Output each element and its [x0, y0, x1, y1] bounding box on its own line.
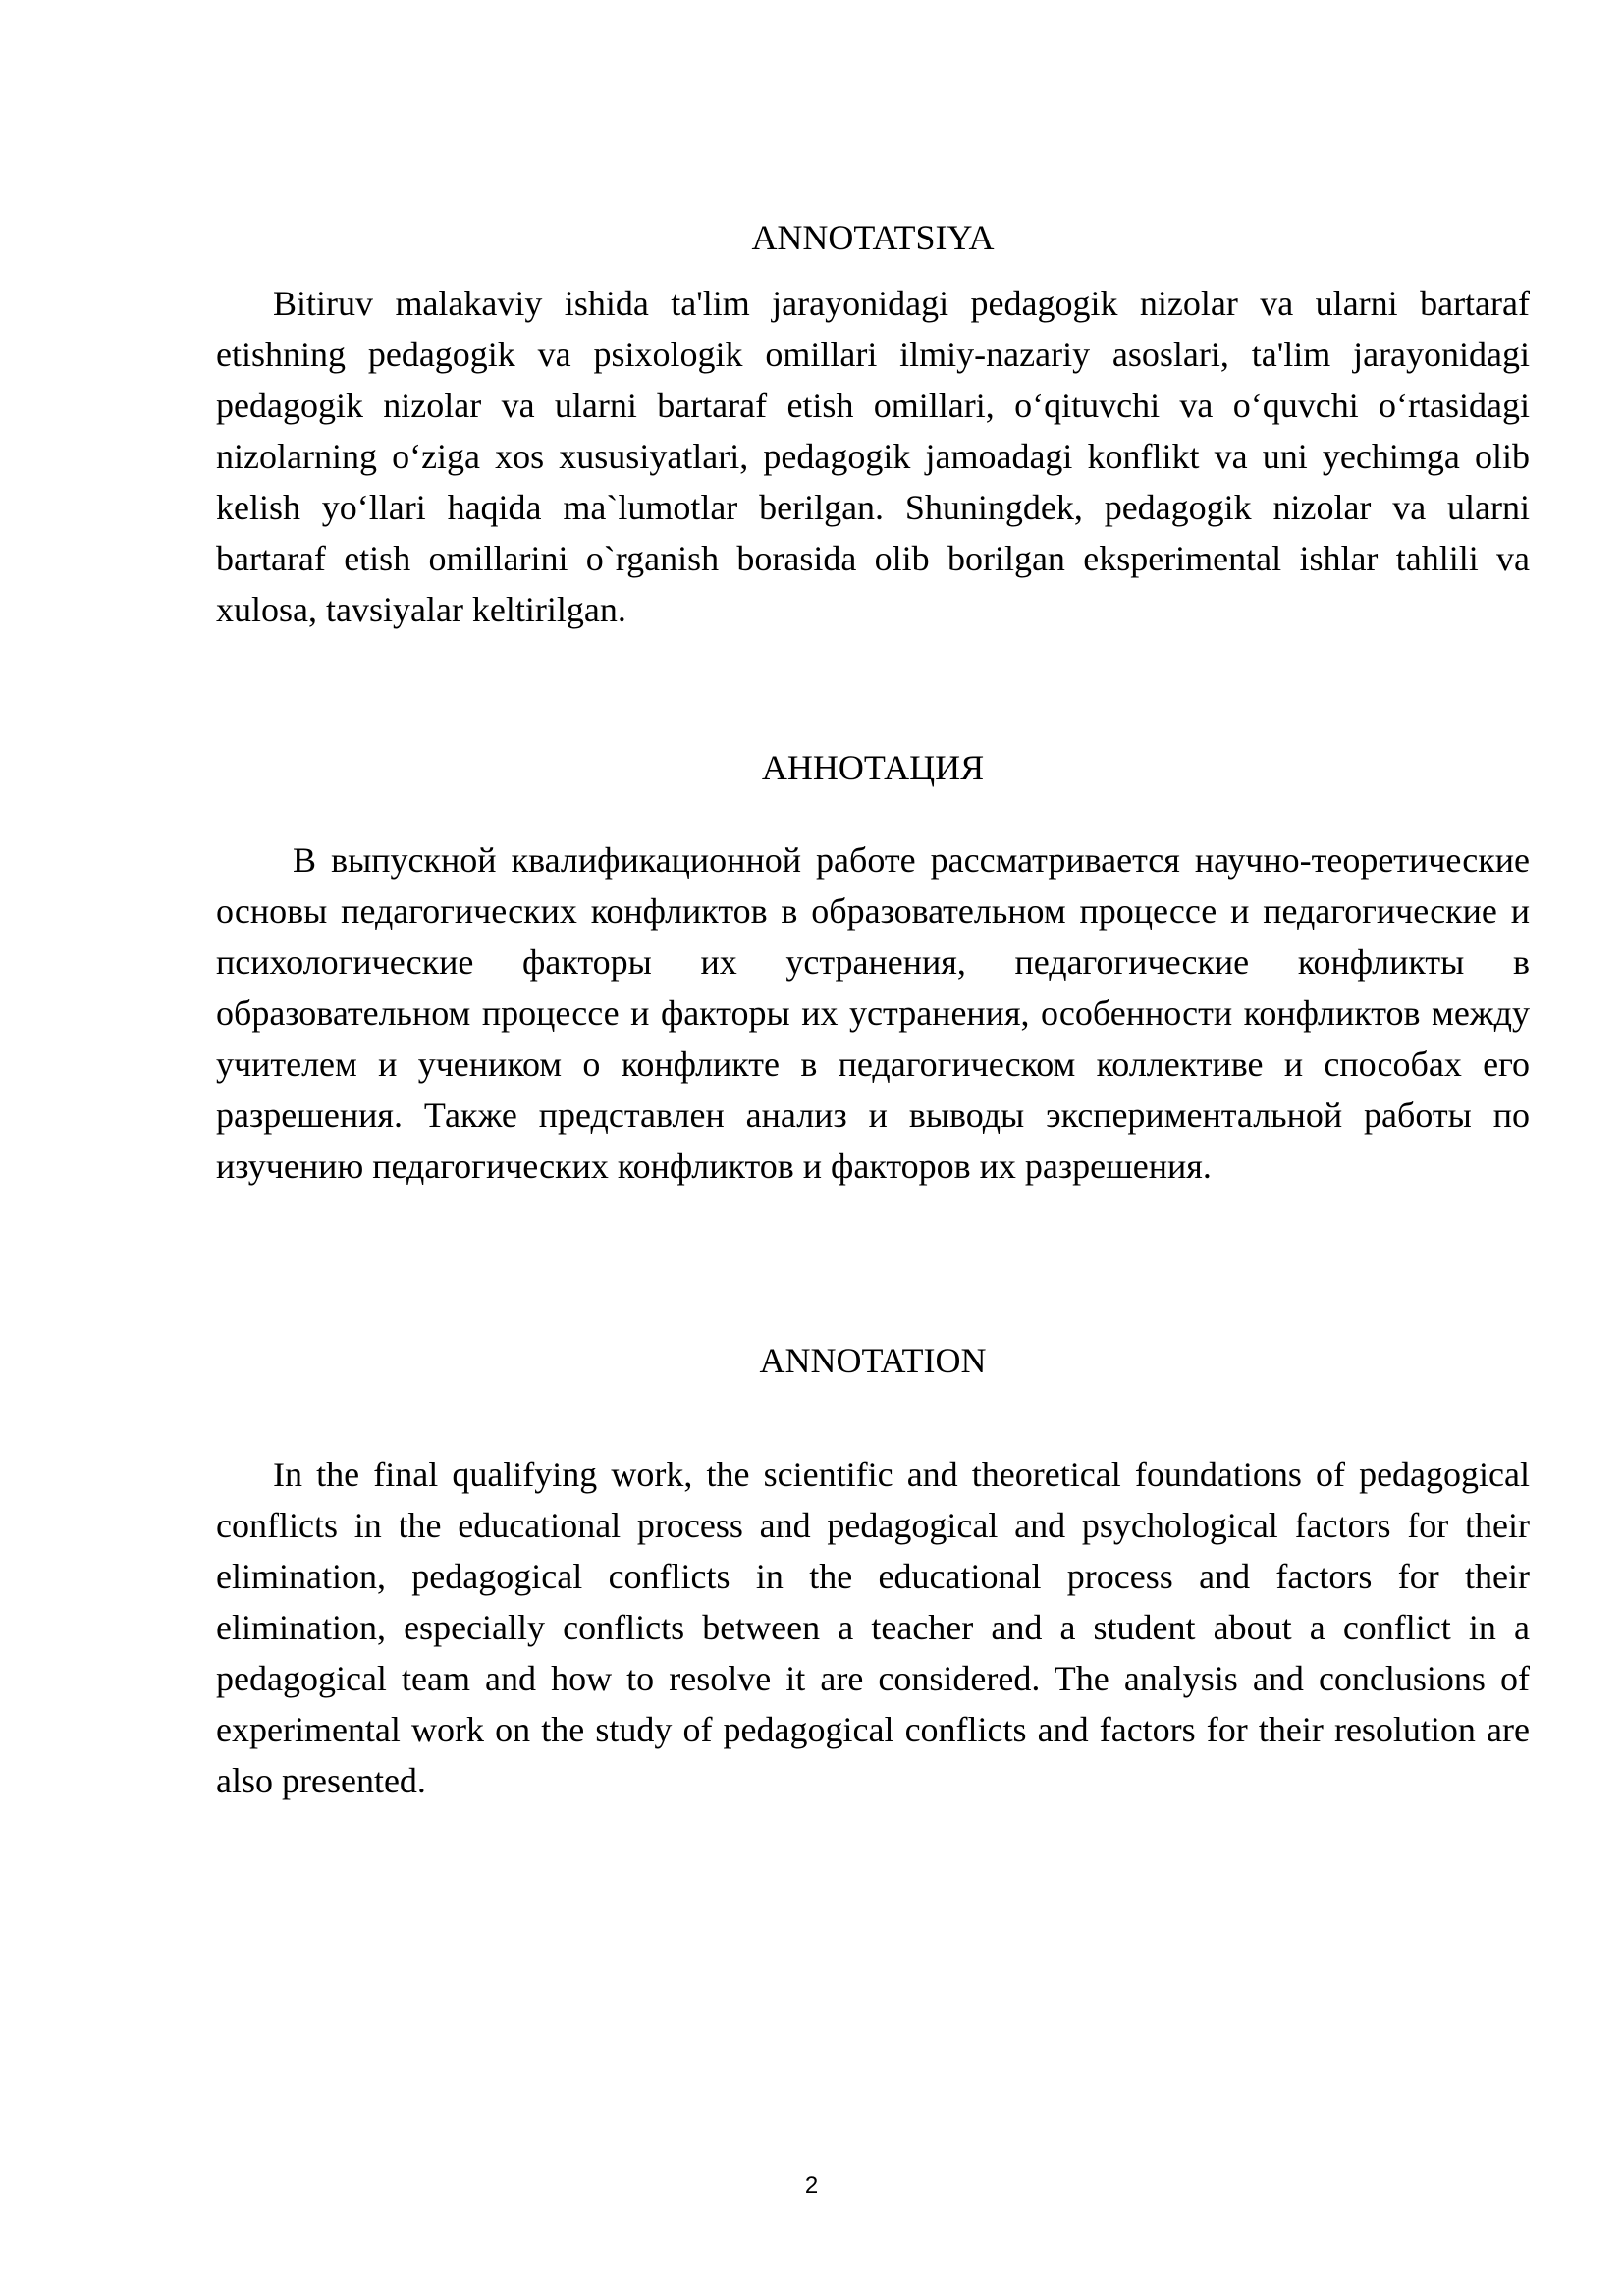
annotation-russian-text: В выпускной квалификационной работе рассматривается научно-теоретические основы педагогических конфликтов в образовательном процессе и педагогические и психологические факторы их устранения, педагогические конфликты в образовательном процессе и факторы их устранения, особенности конфликтов между учителем и учеником о конфликте в педагогическом коллективе и способах его разрешения. Также представлен анализ и выводы экспериментальной работы по изучению педагогических конфликтов и факторов их разрешения.: [216, 840, 1530, 1186]
page-number: 2: [804, 2172, 819, 2199]
annotation-english-section: [216, 1335, 1530, 1806]
annotation-english-text: In the final qualifying work, the scientific and theoretical foundations of pedagogical conflicts in the educational process and pedagogical and psychological factors for their elimination, pedagogical conflicts in the educational process and factors for their elimination, especially conflicts between a teacher and a student about a conflict in a pedagogical team and how to resolve it are considered. The analysis and conclusions of experimental work on the study of pedagogical conflicts and factors for their resolution are also presented.: [216, 1455, 1530, 1800]
annotation-russian-section: [216, 742, 1530, 1192]
annotation-russian-heading: АННОТАЦИЯ: [761, 748, 985, 787]
annotation-uzbek-heading: ANNOTATSIYA: [751, 218, 995, 257]
annotation-english-heading: ANNOTATION: [759, 1341, 987, 1380]
annotation-uzbek-text: Bitiruv malakaviy ishida ta'lim jarayonidagi pedagogik nizolar va ularni bartaraf etishning pedagogik va psixologik omillari ilmiy-nazariy asoslari, ta'lim jarayonidagi pedagogik nizolar va ularni bartaraf etish omillari, o‘qituvchi va o‘quvchi o‘rtasidagi nizolarning o‘ziga xos xususiyatlari, pedagogik jamoadagi konflikt va uni yechimga olib kelish yo‘llari haqida ma`lumotlar berilgan. Shuningdek, pedagogik nizolar va ularni bartaraf etish omillarini o`rganish borasida olib borilgan eksperimental ishlar tahlili va xulosa, tavsiyalar keltirilgan.: [216, 284, 1530, 629]
annotation-uzbek-section: [216, 212, 1530, 635]
